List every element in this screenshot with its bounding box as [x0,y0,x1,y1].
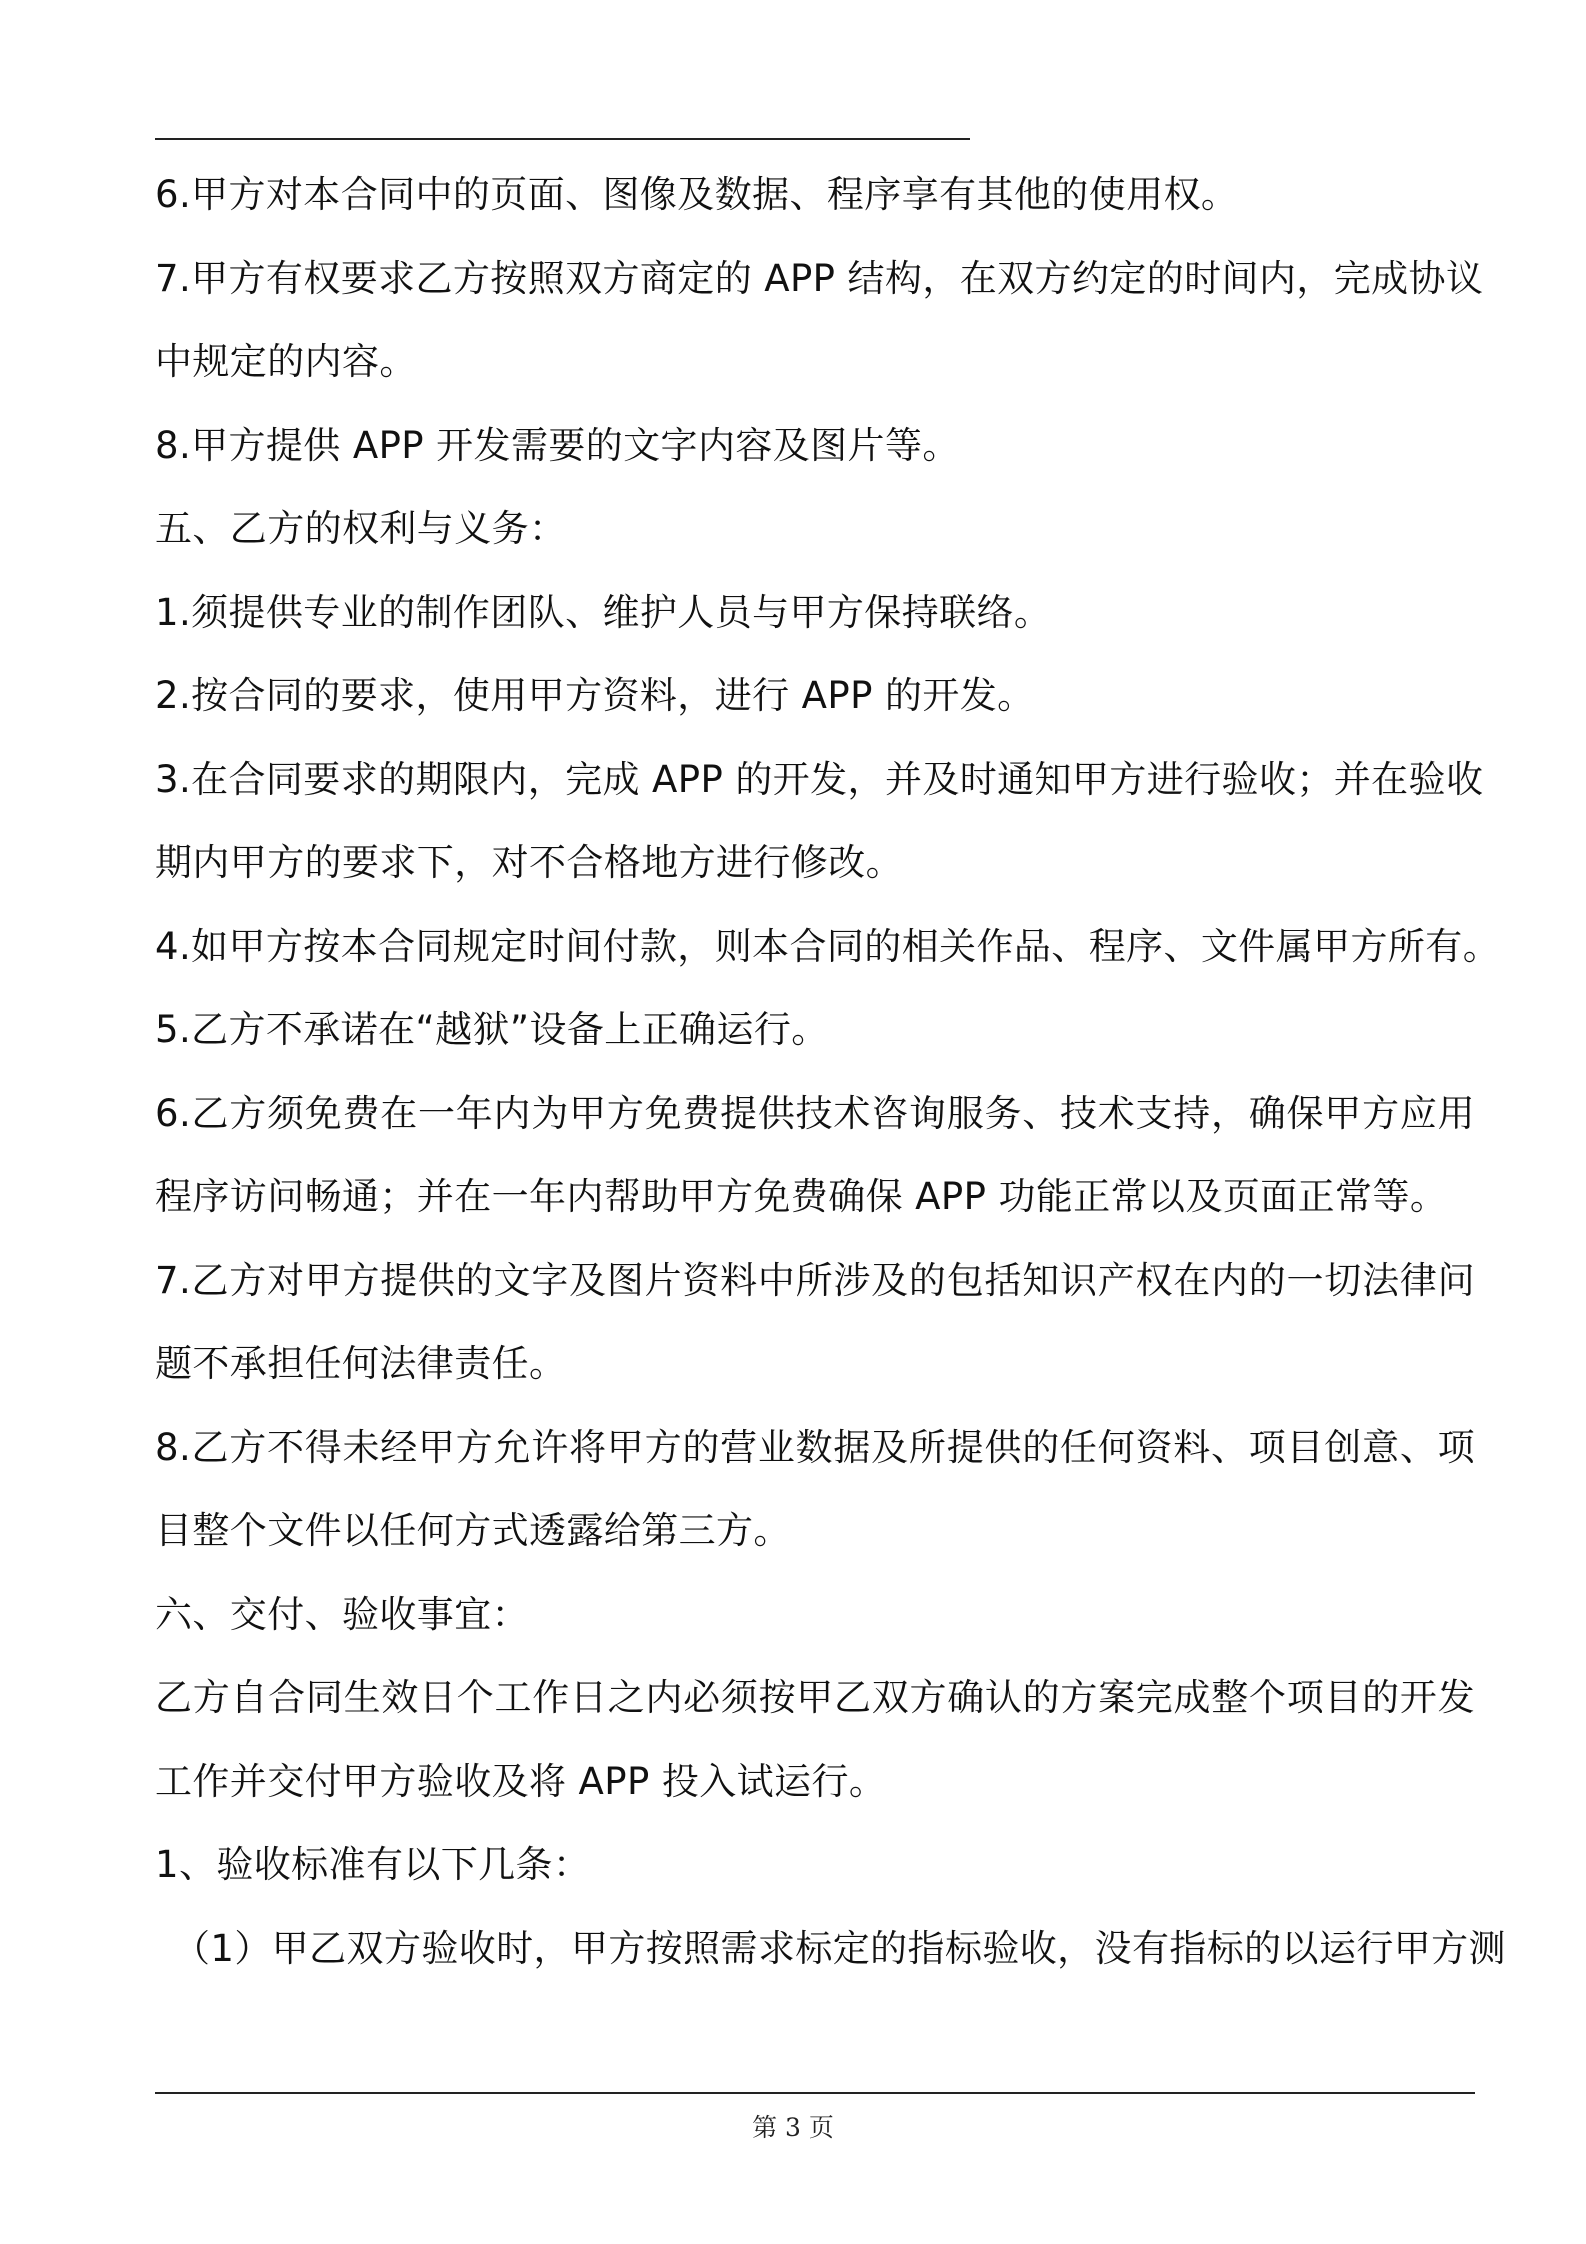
text-line: 1、验收标准有以下几条： [155,1843,591,1886]
footer-rule [155,2092,1475,2094]
text-line: 程序访问畅通；并在一年内帮助甲方免费确保 APP 功能正常以及页面正常等。 [155,1175,1448,1218]
text-line: （1）甲乙双方验收时，甲方按照需求标定的指标验收，没有指标的以运行甲方测 [173,1926,1506,1970]
text-line: 中规定的内容。 [155,340,417,383]
text-line: 6.甲方对本合同中的页面、图像及数据、程序享有其他的使用权。 [155,173,1239,216]
text-line: 工作并交付甲方验收及将 APP 投入试运行。 [155,1759,887,1803]
text-line: 7.乙方对甲方提供的文字及图片资料中所涉及的包括知识产权在内的一切法律问 [155,1258,1475,1302]
text-line: 期内甲方的要求下，对不合格地方进行修改。 [155,841,903,884]
text-line: 4.如甲方按本合同规定时间付款，则本合同的相关作品、程序、文件属甲方所有。 [155,924,1501,968]
section-heading: 六、交付、验收事宜： [155,1592,529,1636]
document-body [155,153,1506,1990]
text-line: 乙方自合同生效日个工作日之内必须按甲乙双方确认的方案完成整个项目的开发 [155,1676,1475,1719]
text-line: 目整个文件以任何方式透露给第三方。 [155,1509,791,1552]
section-heading: 五、乙方的权利与义务： [155,507,567,550]
text-line: 3.在合同要求的期限内，完成 APP 的开发，并及时通知甲方进行验收；并在验收 [155,757,1484,801]
header-rule [155,138,970,140]
text-line: 1.须提供专业的制作团队、维护人员与甲方保持联络。 [155,590,1052,634]
page-number: 第 3 页 [752,2113,834,2142]
text-line: 2.按合同的要求，使用甲方资料，进行 APP 的开发。 [155,674,1035,717]
text-line: 题不承担任何法律责任。 [155,1342,567,1385]
text-line: 7.甲方有权要求乙方按照双方商定的 APP 结构，在双方约定的时间内，完成协议 [155,256,1484,300]
text-line: 6.乙方须免费在一年内为甲方免费提供技术咨询服务、技术支持，确保甲方应用 [155,1091,1475,1135]
text-line: 5.乙方不承诺在“越狱”设备上正确运行。 [155,1008,829,1051]
text-line: 8.甲方提供 APP 开发需要的文字内容及图片等。 [155,423,960,467]
text-line: 8.乙方不得未经甲方允许将甲方的营业数据及所提供的任何资料、项目创意、项 [155,1425,1475,1469]
